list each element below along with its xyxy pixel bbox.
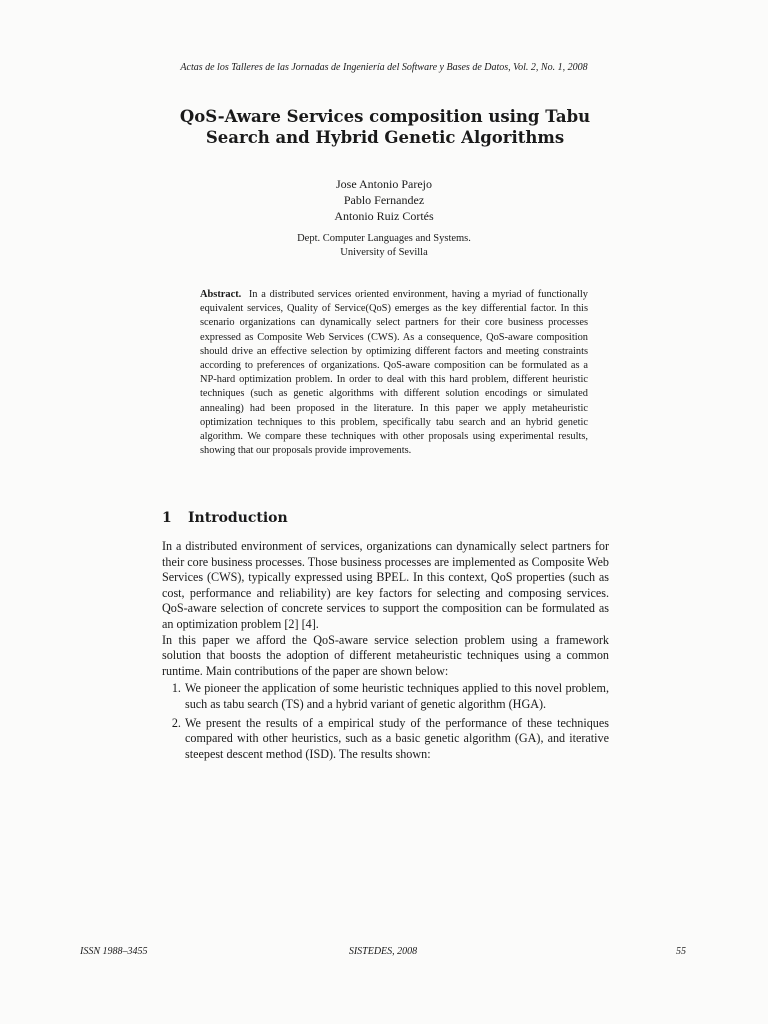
body-paragraph: In this paper we afford the QoS-aware service selection problem using a framework solution that boosts the adoption of different metaheuristic techniques using a common runtime. Main contributions of the paper are shown below:: [162, 632, 609, 678]
footer-issn: ISSN 1988–3455: [80, 946, 148, 957]
section-heading: [162, 510, 288, 526]
author-name: Pablo Fernandez: [343, 193, 425, 207]
author-name: Jose Antonio Parejo: [336, 177, 432, 191]
author-list: [0, 176, 768, 224]
paper-title: QoS-Aware Services composition using Tabu Search and Hybrid Genetic Algorithms: [179, 107, 591, 147]
affiliation-university: University of Sevilla: [340, 247, 428, 258]
list-item: 1. We pioneer the application of some heuristic techniques applied to this novel problem, such as tabu search (TS) and a hybrid variant of genetic algorithm (HGA).: [184, 681, 609, 712]
venue-header: Actas de los Talleres de las Jornadas de Ingeniería del Software y Bases de Datos, Vol. 2, No. 1, 2008: [180, 62, 588, 73]
body-paragraph: In a distributed environment of services, organizations can dynamically select partners for their core business processes. Those business processes are implemented as Composite Web Services (CWS), typically expressed using BPEL. In this context, QoS properties (such as cost, performance and reliability) are key factors for selecting and composing services. QoS-aware selection of concrete services to support the composition can be formulated as an optimization problem [2] [4].: [162, 539, 610, 631]
abstract: [200, 288, 588, 458]
section-number: 1: [162, 510, 172, 526]
footer-page-number: 55: [676, 946, 686, 957]
abstract-text: In a distributed services oriented environment, having a myriad of functionally equivalent services, Quality of Service(QoS) emerges as the key differential factor. In this scenario organizations can dynamically select partners for their core business processes expressed as Composite Web Services (CWS). As a consequence, QoS-aware composition should drive an effective selection by optimizing different factors and meeting constraints according to preferences of organizations. QoS-aware composition can be formulated as a NP-hard optimization problem. In order to deal with this hard problem, different heuristic techniques (such as genetic algorithms with different solution encodings or simulated annealing) had been proposed in the literature. In this paper we apply metaheuristic optimization techniques to this problem, specifically tabu search and an hybrid genetic algorithm. We compare these techniques with other proposals using experimental results, showing that our proposals provide improvements.: [200, 289, 589, 457]
list-item: 2. We present the results of a empirical study of the performance of these techniques compared with other heuristics, such as a basic genetic algorithm (GA), and iterative steepest descent method (ISD). The results shown:: [184, 716, 609, 763]
page-footer: [80, 946, 686, 960]
affiliation-dept: Dept. Computer Languages and Systems.: [297, 233, 471, 244]
footer-conference: SISTEDES, 2008: [348, 946, 418, 957]
section-title: Introduction: [188, 510, 288, 526]
affiliation: [0, 232, 768, 260]
abstract-label: Abstract.: [200, 289, 242, 300]
contribution-list: [162, 681, 609, 762]
author-name: Antonio Ruiz Cortés: [334, 209, 434, 223]
section-body: [162, 539, 609, 765]
